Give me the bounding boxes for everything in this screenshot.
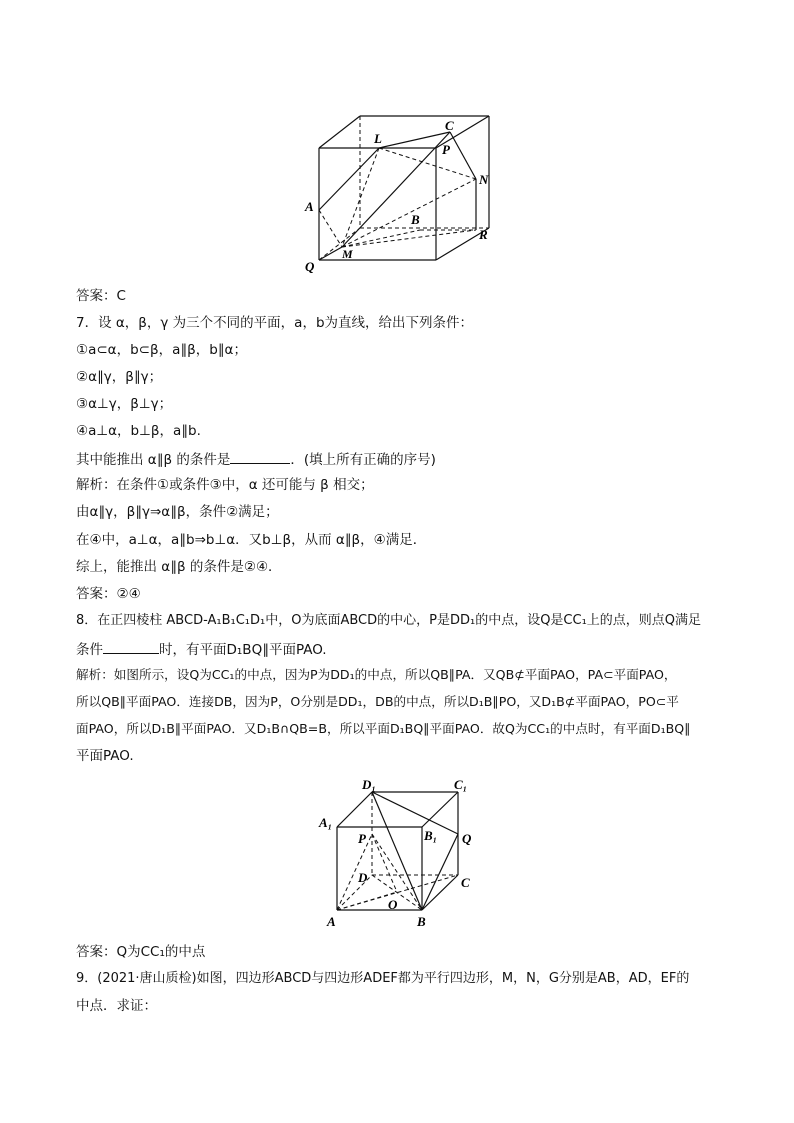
q8-analysis-3: 面PAO，所以D₁B∥平面PAO．又D₁B∩QB=B，所以平面D₁BQ∥平面PAO．故Q为CC₁的中点时，有平面D₁BQ∥ (76, 721, 691, 736)
label-A: A (305, 199, 314, 214)
q8-stem: 8．在正四棱柱 ABCD-A₁B₁C₁D₁中，O为底面ABCD的中心，P是DD₁的中点，设Q是CC₁上的点，则点Q满足 (76, 613, 702, 628)
label-C: C (445, 118, 454, 133)
label-N: N (479, 172, 489, 187)
answer-8: 答案：Q为CC₁的中点 (76, 944, 206, 960)
q7-analysis-2: 由α∥γ，β∥γ⇒α∥β，条件②满足； (76, 504, 279, 520)
label-D: D (358, 870, 368, 885)
label-R: R (479, 227, 488, 242)
label-B1: B₁ (424, 828, 438, 843)
q7-cond-2: ②α∥γ，β∥γ； (76, 369, 163, 385)
answer-7: 答案：②④ (76, 586, 141, 602)
q7-analysis-4: 综上，能推出 α∥β 的条件是②④． (76, 559, 282, 575)
q7-analysis-1: 解析：在条件①或条件③中，α 还可能与 β 相交； (76, 477, 374, 493)
label-L: L (374, 131, 382, 146)
q7-cond-1: ①a⊂α，b⊂β，a∥β，b∥α； (76, 342, 247, 358)
q7-cond-3: ③α⊥γ，β⊥γ； (76, 396, 173, 412)
label-B: B (411, 212, 420, 227)
q7-cond-4: ④a⊥α，b⊥β，a∥b. (76, 423, 201, 439)
q8-analysis-2: 所以QB∥平面PAO．连接DB，因为P，O分别是DD₁，DB的中点，所以D₁B∥PO，又D₁B⊄平面PAO，PO⊂平 (76, 694, 679, 709)
label-A1: A₁ (319, 815, 333, 830)
q9-prove: 中点．求证： (76, 998, 157, 1014)
label-Q: Q (305, 259, 315, 274)
q9-stem: 9．(2021·唐山质检)如图，四边形ABCD与四边形ADEF都为平行四边形，M，N，G分别是AB，AD，EF的 (76, 971, 690, 986)
q8-question: 条件 时，有平面D₁BQ∥平面PAO. (76, 639, 726, 659)
label-M: M (342, 247, 353, 261)
label-B: B (417, 914, 426, 929)
q7-stem: 7．设 α，β，γ 为三个不同的平面，a，b为直线，给出下列条件： (76, 315, 474, 331)
answer-blank (103, 639, 159, 654)
q8-analysis-4: 平面PAO. (76, 748, 134, 764)
label-P: P (442, 142, 450, 157)
answer-blank (230, 449, 290, 464)
label-A: A (327, 914, 336, 929)
q7-analysis-3: 在④中，a⊥α，a∥b⇒b⊥α．又b⊥β，从而 α∥β，④满足． (76, 532, 427, 548)
answer-6: 答案：C (76, 288, 126, 304)
label-D1: D₁ (362, 777, 376, 792)
figure-prism (315, 775, 485, 935)
figure-cube-section (300, 110, 500, 280)
label-Q: Q (462, 831, 472, 846)
label-O: O (388, 897, 398, 912)
q8-analysis-1: 解析：如图所示，设Q为CC₁的中点，因为P为DD₁的中点，所以QB∥PA．又QB⊄平面PAO，PA⊂平面PAO， (76, 667, 677, 682)
q7-question: 其中能推出 α∥β 的条件是 ．(填上所有正确的序号) (76, 449, 726, 469)
label-P: P (358, 831, 366, 846)
label-C1: C₁ (454, 777, 468, 792)
label-C: C (461, 875, 470, 890)
